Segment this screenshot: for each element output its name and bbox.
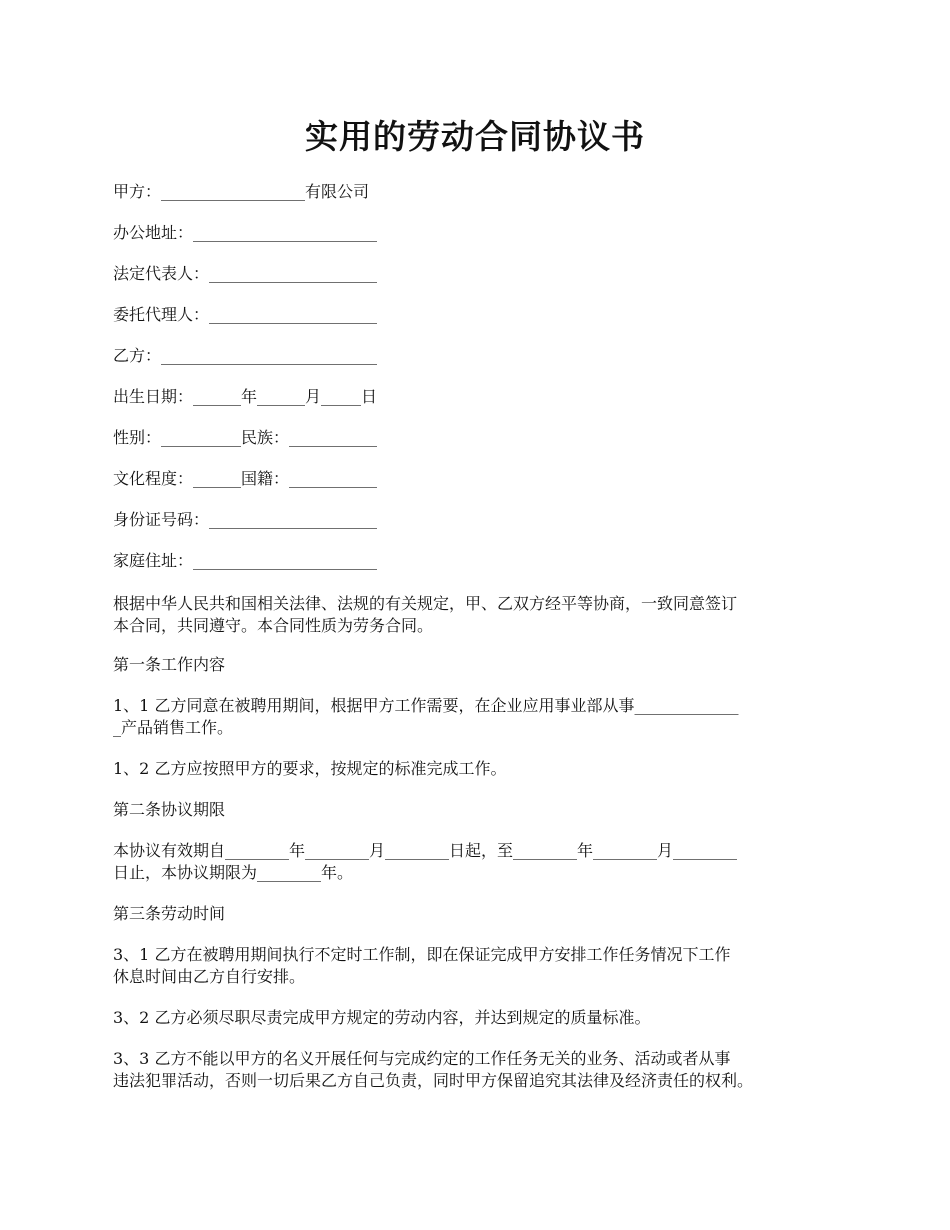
party-b-field: 乙方：___________________________ [113,346,378,365]
clause-line: 违法犯罪活动，否则一切后果乙方自己负责，同时甲方保留追究其法律及经济责任的权利。 [113,1071,754,1090]
authorized-agent-field: 委托代理人：_____________________ [113,305,378,324]
clause-line: 本协议有效期自________年________月________日起，至________年________月________ [113,841,738,860]
article-1-heading: 第一条工作内容 [113,655,226,674]
birth-date-field: 出生日期：______年______月_____日 [113,387,378,406]
education-nationality-field: 文化程度：______国籍：___________ [113,469,378,488]
clause-line: 3、3 乙方不能以甲方的名义开展任何与完成约定的工作任务无关的业务、活动或者从事 [113,1049,731,1068]
id-number-field: 身份证号码：_____________________ [113,510,378,529]
article-3-clause-1 [113,944,853,988]
clause-line: 3、1 乙方在被聘用期间执行不定时工作制，即在保证完成甲方安排工作任务情况下工作 [113,945,731,964]
gender-ethnicity-field: 性别：__________民族：___________ [113,428,378,447]
home-address-field: 家庭住址：_______________________ [113,551,378,570]
clause-line: _产品销售工作。 [113,718,234,737]
preamble-paragraph [113,593,853,637]
article-2-heading: 第二条协议期限 [113,800,226,819]
party-a-field: 甲方：__________________有限公司 [113,182,370,201]
clause-line: 日止，本协议期限为________年。 [113,863,354,882]
article-1-clause-1 [113,695,853,739]
article-3-clause-2: 3、2 乙方必须尽职尽责完成甲方规定的劳动内容，并达到规定的质量标准。 [113,1008,651,1027]
clause-line: 休息时间由乙方自行安排。 [113,967,306,986]
office-address-field: 办公地址：_______________________ [113,223,378,242]
article-3-heading: 第三条劳动时间 [113,904,226,923]
document-title: 实用的劳动合同协议书 [305,117,645,156]
clause-line: 1、1 乙方同意在被聘用期间，根据甲方工作需要，在企业应用事业部从事_____________ [113,696,739,715]
preamble-line: 本合同，共同遵守。本合同性质为劳务合同。 [113,616,434,635]
legal-representative-field: 法定代表人：_____________________ [113,264,378,283]
article-1-clause-2: 1、2 乙方应按照甲方的要求，按规定的标准完成工作。 [113,759,507,778]
article-2-paragraph [113,840,853,884]
preamble-line: 根据中华人民共和国相关法律、法规的有关规定，甲、乙双方经平等协商，一致同意签订 [113,594,738,613]
article-3-clause-3 [113,1048,853,1092]
